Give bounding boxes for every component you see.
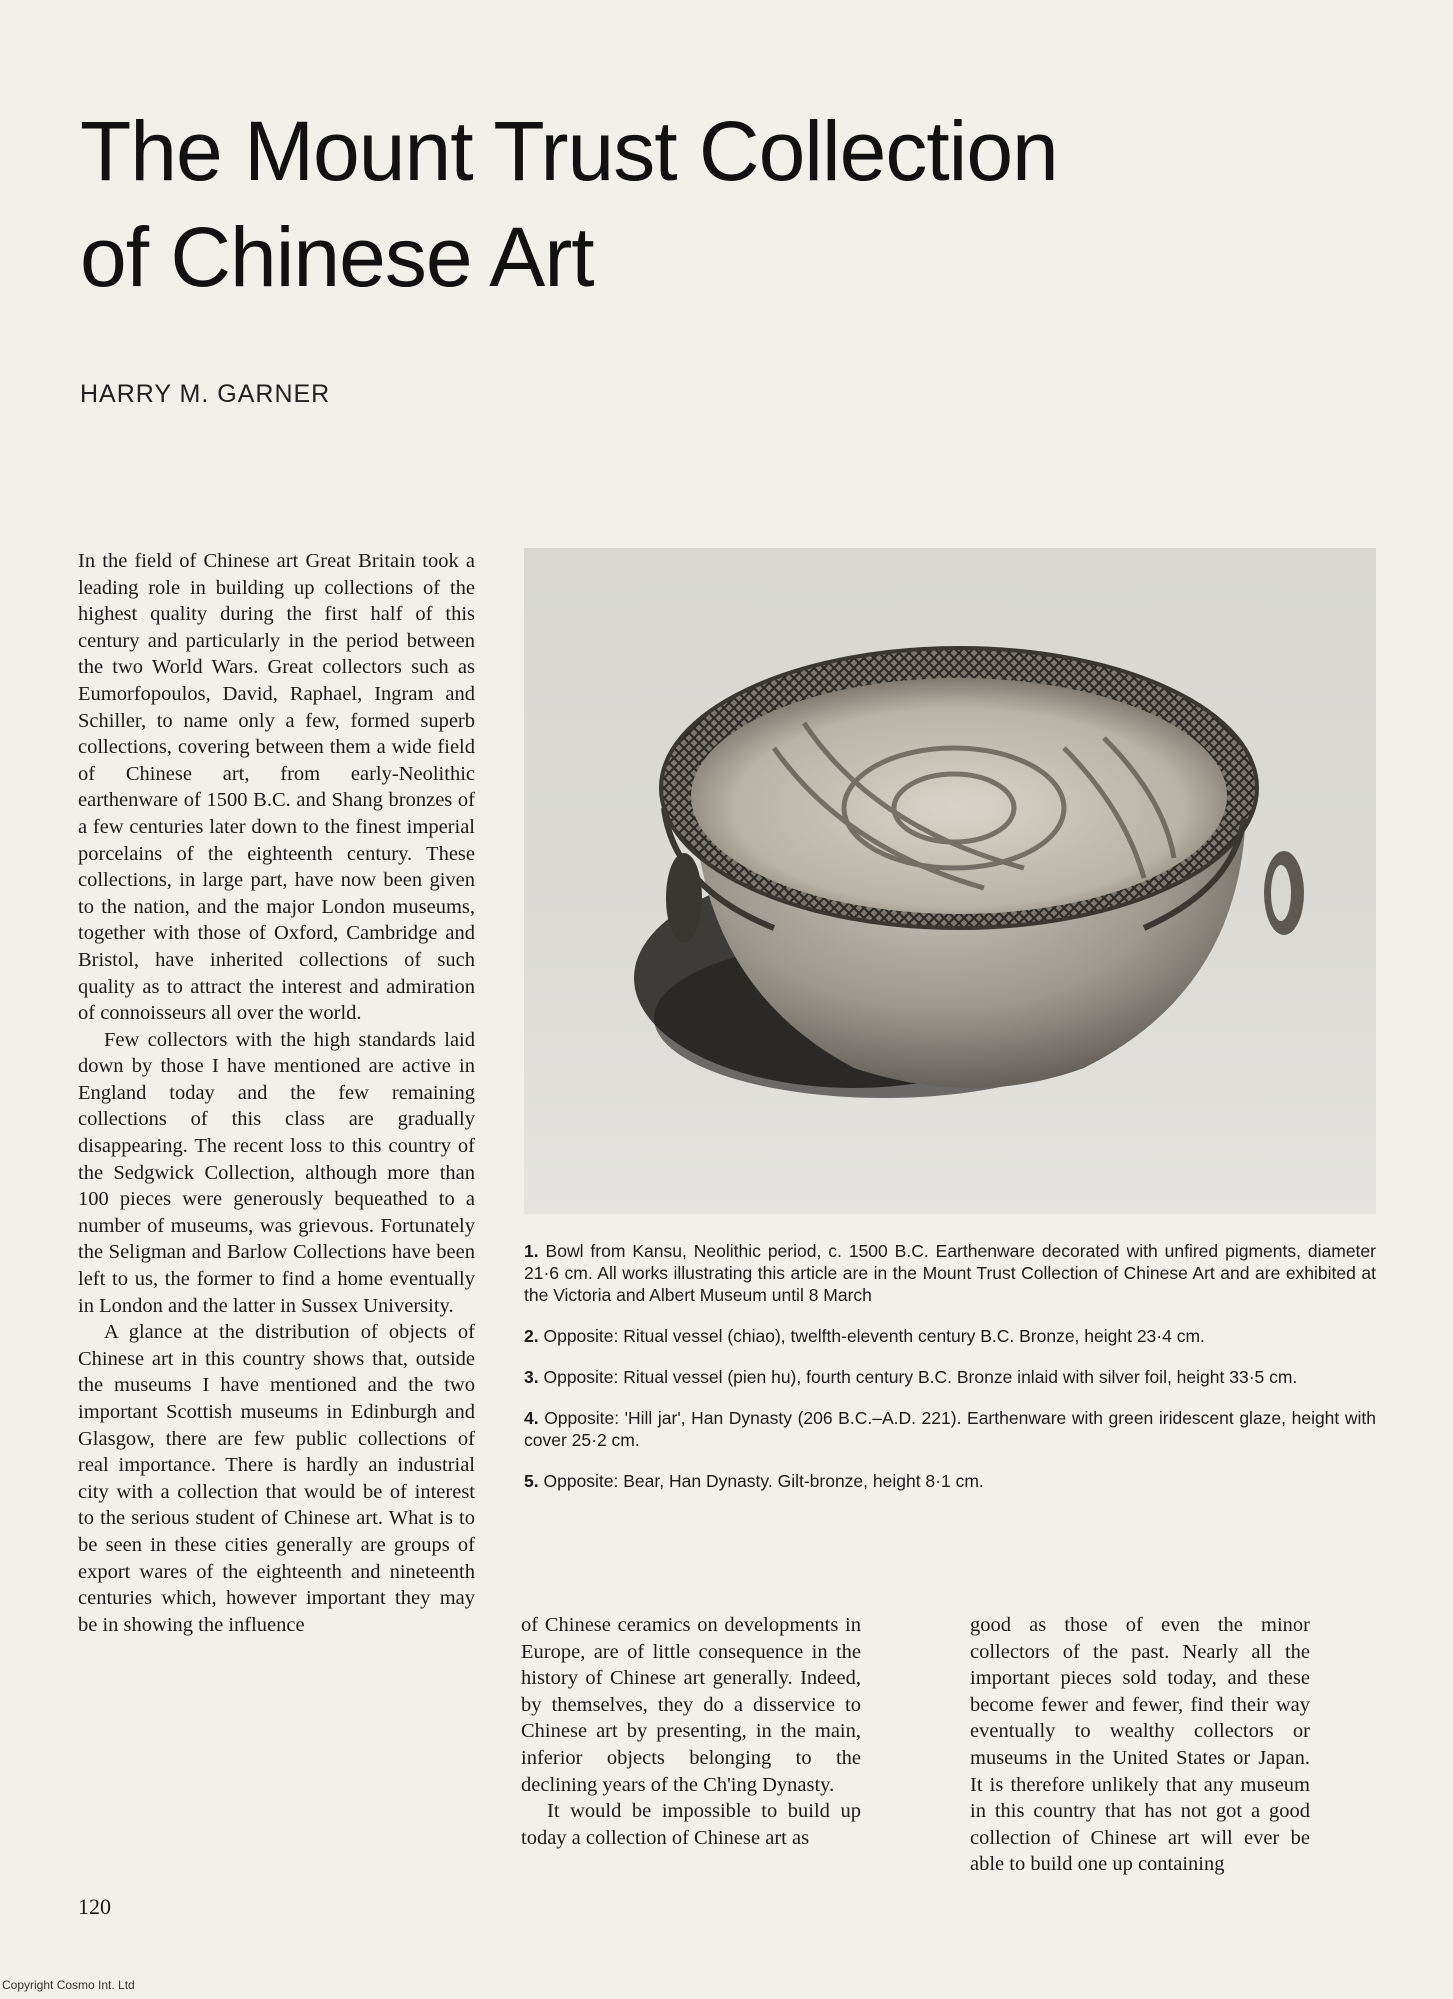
paragraph: In the field of Chinese art Great Britain took a leading role in building up collections of the highest quality during the first half of this century and particularly in the period between the two World Wars. Great collectors such as Eumorfopoulos, David, Raphael, Ingram and Schiller, to name only a few, formed superb collections, covering between them a wide field of Chinese art, from early-Neolithic earthenware of 1500 B.C. and Shang bronzes of a few centuries later down to the finest imperial porcelains of the eighteenth century. These collections, in large part, have now been given to the nation, and the major London museums, together with those of Oxford, Cambridge and Bristol, have inherited collections of such quality as to attract the interest and admiration of connoisseurs all over the world. [78, 550, 475, 1025]
caption-5: 5. Opposite: Bear, Han Dynasty. Gilt-bronze, height 8·1 cm. [524, 1471, 984, 1491]
caption-4: 4. Opposite: 'Hill jar', Han Dynasty (206 B.C.–A.D. 221). Earthenware with green iridescent glaze, height with cover 25·2 cm. [524, 1408, 1376, 1450]
paragraph: of Chinese ceramics on developments in Europe, are of little consequence in the history of Chinese art generally. Indeed, by themselves, they do a disservice to Chinese art by presenting, in the main, inferior objects belonging to the declining years of the Ch'ing Dynasty. [521, 1614, 861, 1796]
title-line-2: of Chinese Art [80, 210, 594, 304]
body-column-middle [521, 1612, 861, 1851]
page-number: 120 [78, 1894, 111, 1919]
bowl-photograph [524, 548, 1376, 1214]
copyright-notice: Copyright Cosmo Int. Ltd [2, 1978, 135, 1992]
title-line-1: The Mount Trust Collection [80, 104, 1058, 198]
paragraph: It would be impossible to build up today a collection of Chinese art as [521, 1800, 861, 1849]
paragraph: A glance at the distribution of objects of Chinese art in this country shows that, outside the museums I have mentioned and the two important Scottish museums in Edinburgh and Glasgow, there are few public collections of real importance. There is hardly an industrial city with a collection that would be of interest to the serious student of Chinese art. What is to be seen in these cities generally are groups of export wares of the eighteenth and nineteenth centuries which, however important they may be in showing the influence [78, 1321, 475, 1636]
author-byline: HARRY M. GARNER [80, 380, 331, 408]
body-column-left [78, 548, 475, 1638]
paragraph: good as those of even the minor collectors of the past. Nearly all the important pieces sold today, and these become fewer and fewer, find their way eventually to wealthy collectors or museums in the United States or Japan. It is therefore unlikely that any museum in this country that has not got a good collection of Chinese art will ever be able to build one up containing [970, 1614, 1310, 1876]
article-title [80, 98, 1280, 310]
bowl-illustration [524, 548, 1376, 1214]
body-column-right [970, 1612, 1310, 1878]
caption-3: 3. Opposite: Ritual vessel (pien hu), fourth century B.C. Bronze inlaid with silver foil, height 33·5 cm. [524, 1367, 1298, 1387]
paragraph: Few collectors with the high standards laid down by those I have mentioned are active in England today and the few remaining collections of this class are gradually disappearing. The recent loss to this country of the Sedgwick Collection, although more than 100 pieces were generously bequeathed to a number of museums, was grievous. Fortunately the Seligman and Barlow Collections have been left to us, the former to find a home eventually in London and the latter in Sussex University. [78, 1028, 475, 1317]
caption-1: 1. Bowl from Kansu, Neolithic period, c. 1500 B.C. Earthenware decorated with unfired pigments, diameter 21·6 cm. All works illustrating this article are in the Mount Trust Collection of Chinese Art and are exhibited at the Victoria and Albert Museum until 8 March [524, 1241, 1376, 1305]
caption-2: 2. Opposite: Ritual vessel (chiao), twelfth-eleventh century B.C. Bronze, height 23·4 cm. [524, 1326, 1205, 1346]
figure-captions [524, 1240, 1376, 1511]
